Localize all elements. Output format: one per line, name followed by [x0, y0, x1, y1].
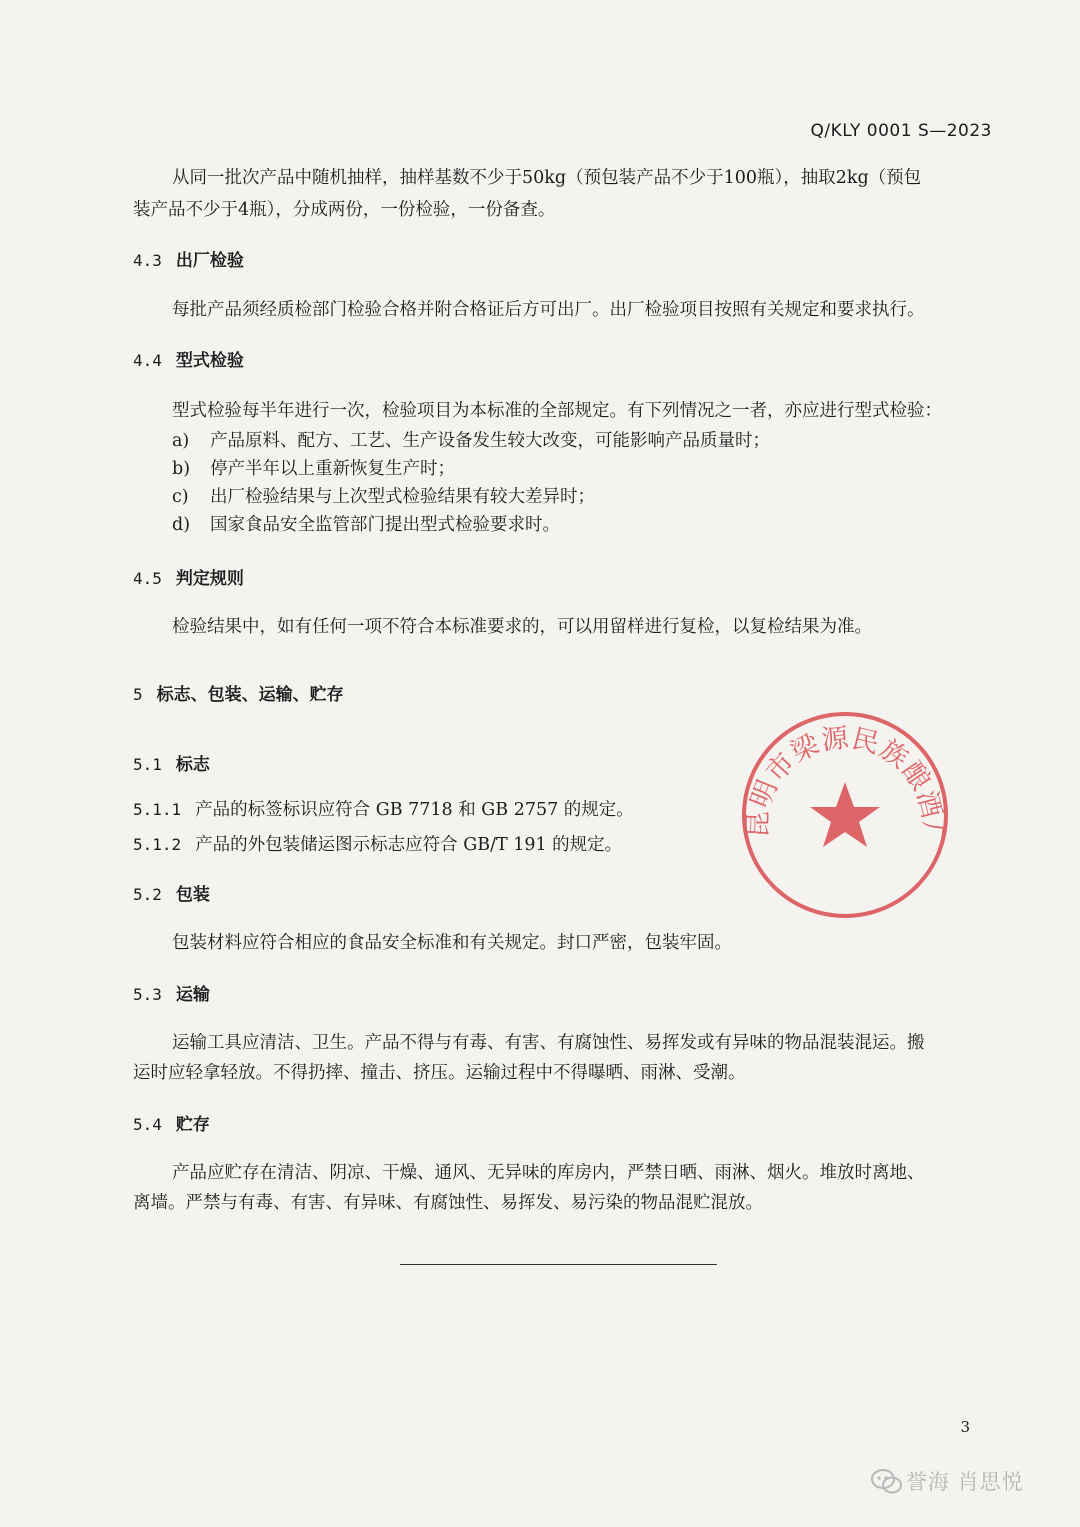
section-5-3-line-1: 运输工具应清洁、卫生。产品不得与有毒、有害、有腐蚀性、易挥发或有异味的物品混装混运。搬: [172, 1033, 925, 1053]
clause-number: 5.1.1: [133, 800, 182, 819]
clause-text: 产品的标签标识应符合 GB 7718 和 GB 2757 的规定。: [195, 800, 634, 820]
section-title: 标志: [175, 755, 210, 775]
section-number: 4.5: [133, 569, 162, 588]
section-4-5-heading: [133, 564, 244, 589]
section-4-4-heading: [133, 346, 244, 371]
clause-5-1-2: [133, 830, 622, 860]
section-4-3-text: 每批产品须经质检部门检验合格并附合格证后方可出厂。出厂检验项目按照有关规定和要求执行。: [172, 300, 925, 320]
sampling-line-2: 装产品不少于4瓶），分成两份，一份检验，一份备查。: [133, 200, 556, 220]
section-title: 判定规则: [175, 569, 244, 589]
section-number: 5.4: [133, 1115, 162, 1134]
chat-bubble-icon: [870, 1466, 904, 1498]
section-number: 5.2: [133, 885, 162, 904]
list-item-text: 国家食品安全监管部门提出型式检验要求时。: [210, 515, 560, 535]
section-4-3-heading: [133, 246, 244, 271]
list-item-text: 产品原料、配方、工艺、生产设备发生较大改变，可能影响产品质量时；: [210, 431, 770, 451]
list-marker: a): [172, 431, 190, 451]
list-marker: d): [172, 515, 191, 535]
standard-code: Q/KLY 0001 S—2023: [810, 121, 992, 141]
section-5-4-line-1: 产品应贮存在清洁、阴凉、干燥、通风、无异味的库房内，严禁日晒、雨淋、烟火。堆放时离地、: [172, 1163, 925, 1183]
list-item: [172, 510, 560, 540]
section-number: 5.1: [133, 755, 162, 774]
section-5-2-text: 包装材料应符合相应的食品安全标准和有关规定。封口严密，包装牢固。: [172, 933, 732, 953]
clause-5-1-1: [133, 795, 634, 825]
seal-text: 昆明市梁源民族酿酒厂: [742, 722, 948, 852]
section-title: 贮存: [175, 1115, 210, 1135]
watermark: [870, 1462, 1050, 1502]
section-title: 标志、包装、运输、贮存: [156, 685, 344, 705]
clause-number: 5.1.2: [133, 835, 182, 854]
seal-star-icon: [810, 782, 880, 847]
list-item: [172, 482, 595, 512]
end-rule: [400, 1264, 717, 1265]
section-title: 出厂检验: [175, 251, 244, 271]
section-5-4-heading: [133, 1110, 210, 1135]
list-item: [172, 454, 455, 484]
section-title: 型式检验: [175, 351, 244, 371]
list-marker: b): [172, 459, 191, 479]
section-number: 4.3: [133, 251, 162, 270]
list-item-text: 停产半年以上重新恢复生产时；: [210, 459, 455, 479]
section-number: 4.4: [133, 351, 162, 370]
page-number: 3: [960, 1418, 970, 1436]
section-title: 运输: [175, 985, 210, 1005]
section-5-3-heading: [133, 980, 210, 1005]
list-marker: c): [172, 487, 189, 507]
section-5-4-line-2: 离墙。严禁与有毒、有害、有异味、有腐蚀性、易挥发、易污染的物品混贮混放。: [133, 1193, 763, 1213]
section-number: 5: [133, 685, 143, 704]
list-item-text: 出厂检验结果与上次型式检验结果有较大差异时；: [210, 487, 595, 507]
section-5-3-line-2: 运时应轻拿轻放。不得扔摔、撞击、挤压。运输过程中不得曝晒、雨淋、受潮。: [133, 1063, 746, 1083]
watermark-text: 誉海 肖思悦: [906, 1470, 1024, 1494]
chapter-5-heading: [133, 680, 344, 705]
section-number: 5.3: [133, 985, 162, 1004]
section-title: 包装: [175, 885, 210, 905]
section-5-1-heading: [133, 750, 210, 775]
company-seal: [740, 710, 950, 920]
section-4-5-text: 检验结果中，如有任何一项不符合本标准要求的，可以用留样进行复检，以复检结果为准。: [172, 617, 872, 637]
section-4-4-intro: 型式检验每半年进行一次，检验项目为本标准的全部规定。有下列情况之一者，亦应进行型式检验：: [172, 401, 942, 421]
section-5-2-heading: [133, 880, 210, 905]
sampling-line-1: 从同一批次产品中随机抽样，抽样基数不少于50kg（预包装产品不少于100瓶），抽取2kg（预包: [172, 168, 922, 188]
list-item: [172, 426, 770, 456]
clause-text: 产品的外包装储运图示标志应符合 GB/T 191 的规定。: [195, 835, 623, 855]
